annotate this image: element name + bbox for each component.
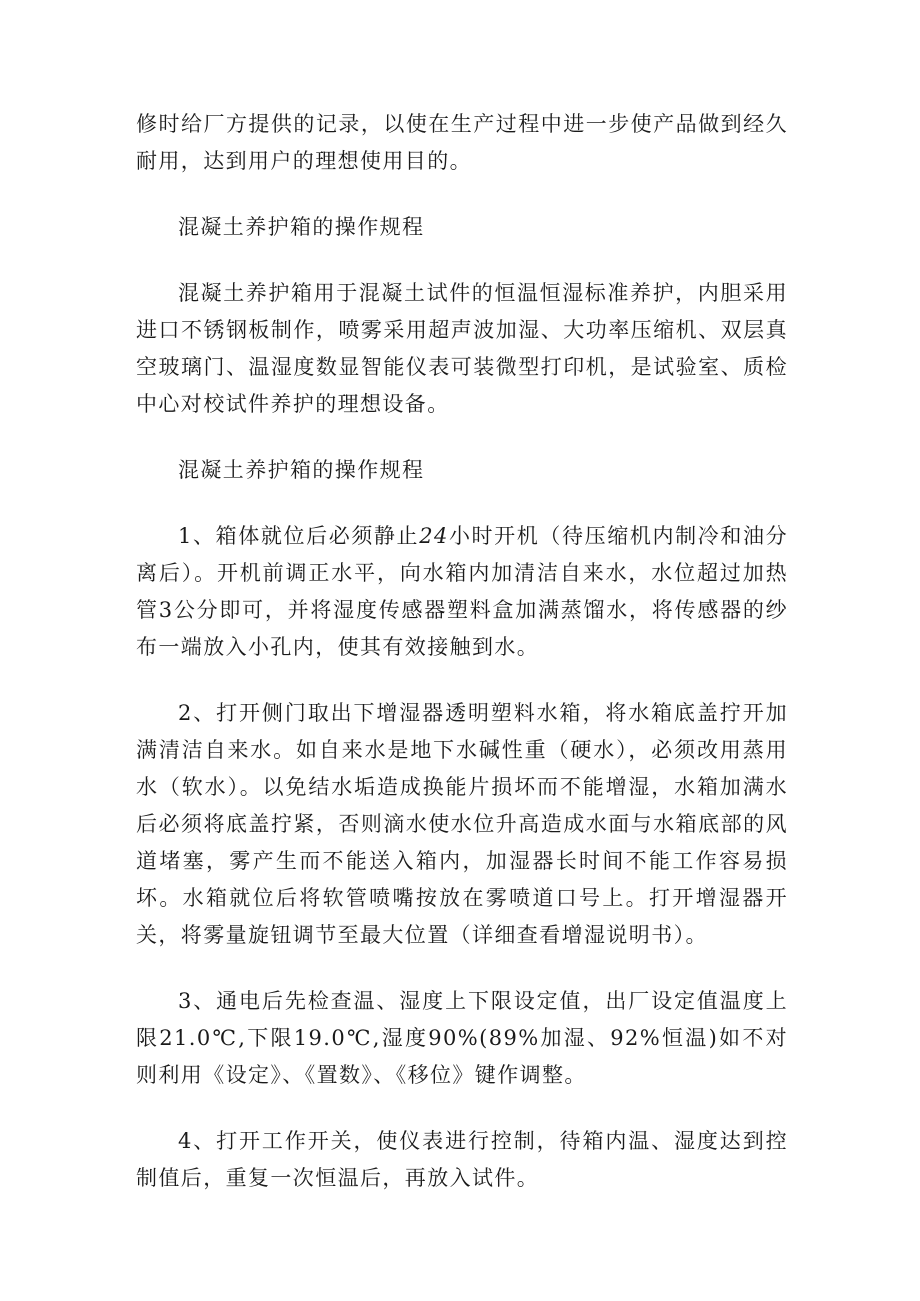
paragraph-continuation: 修时给厂方提供的记录，以使在生产过程中进一步使产品做到经久耐用，达到用户的理想使用目的。 [136,112,788,173]
section-heading: 混凝土养护箱的操作规程 [178,215,425,239]
paragraph-description: 混凝土养护箱用于混凝土试件的恒温恒湿标准养护，内胆采用进口不锈钢板制作，喷雾采用超声波加湿、大功率压缩机、双层真空玻璃门、温湿度数显智能仪表可装微型打印机，是试验室、质检中心对校试件养护的理想设备。 [136,281,788,416]
document-body [136,106,788,1226]
paragraph-step-1 [136,518,788,666]
step-1-hours-value: 24 [419,524,449,548]
paragraph-step-4: 4、打开工作开关，使仪表进行控制，待箱内温、湿度达到控制值后，重复一次恒温后，再放入试件。 [136,1129,788,1190]
step-1-text-after: 小时开机（待压缩机内制冷和油分离后）。开机前调正水平，向水箱内加清洁自来水，水位超过加热管3公分即可，并将湿度传感器塑料盒加满蒸馏水，将传感器的纱布一端放入小孔内，使其有效接触到水。 [136,524,789,659]
step-1-text-before: 1、箱体就位后必须静止 [178,524,420,548]
section-heading-repeat: 混凝土养护箱的操作规程 [178,458,425,482]
paragraph-step-3: 3、通电后先检查温、湿度上下限设定值，出厂设定值温度上限21.0℃,下限19.0℃,湿度90%(89%加湿、92%恒温)如不对则利用《设定》、《置数》、《移位》键作调整。 [136,989,788,1087]
paragraph-step-2: 2、打开侧门取出下增湿器透明塑料水箱，将水箱底盖拧开加满清洁自来水。如自来水是地下水碱性重（硬水），必须改用蒸用水（软水）。以免结水垢造成换能片损坏而不能增湿，水箱加满水后必须将底盖拧紧，否则滴水使水位升高造成水面与水箱底部的风道堵塞，雾产生而不能送入箱内，加湿器长时间不能工作容易损坏。水箱就位后将软管喷嘴按放在雾喷道口号上。打开增湿器开关，将雾量旋钮调节至最大位置（详细查看增湿说明书）。 [136,701,788,947]
